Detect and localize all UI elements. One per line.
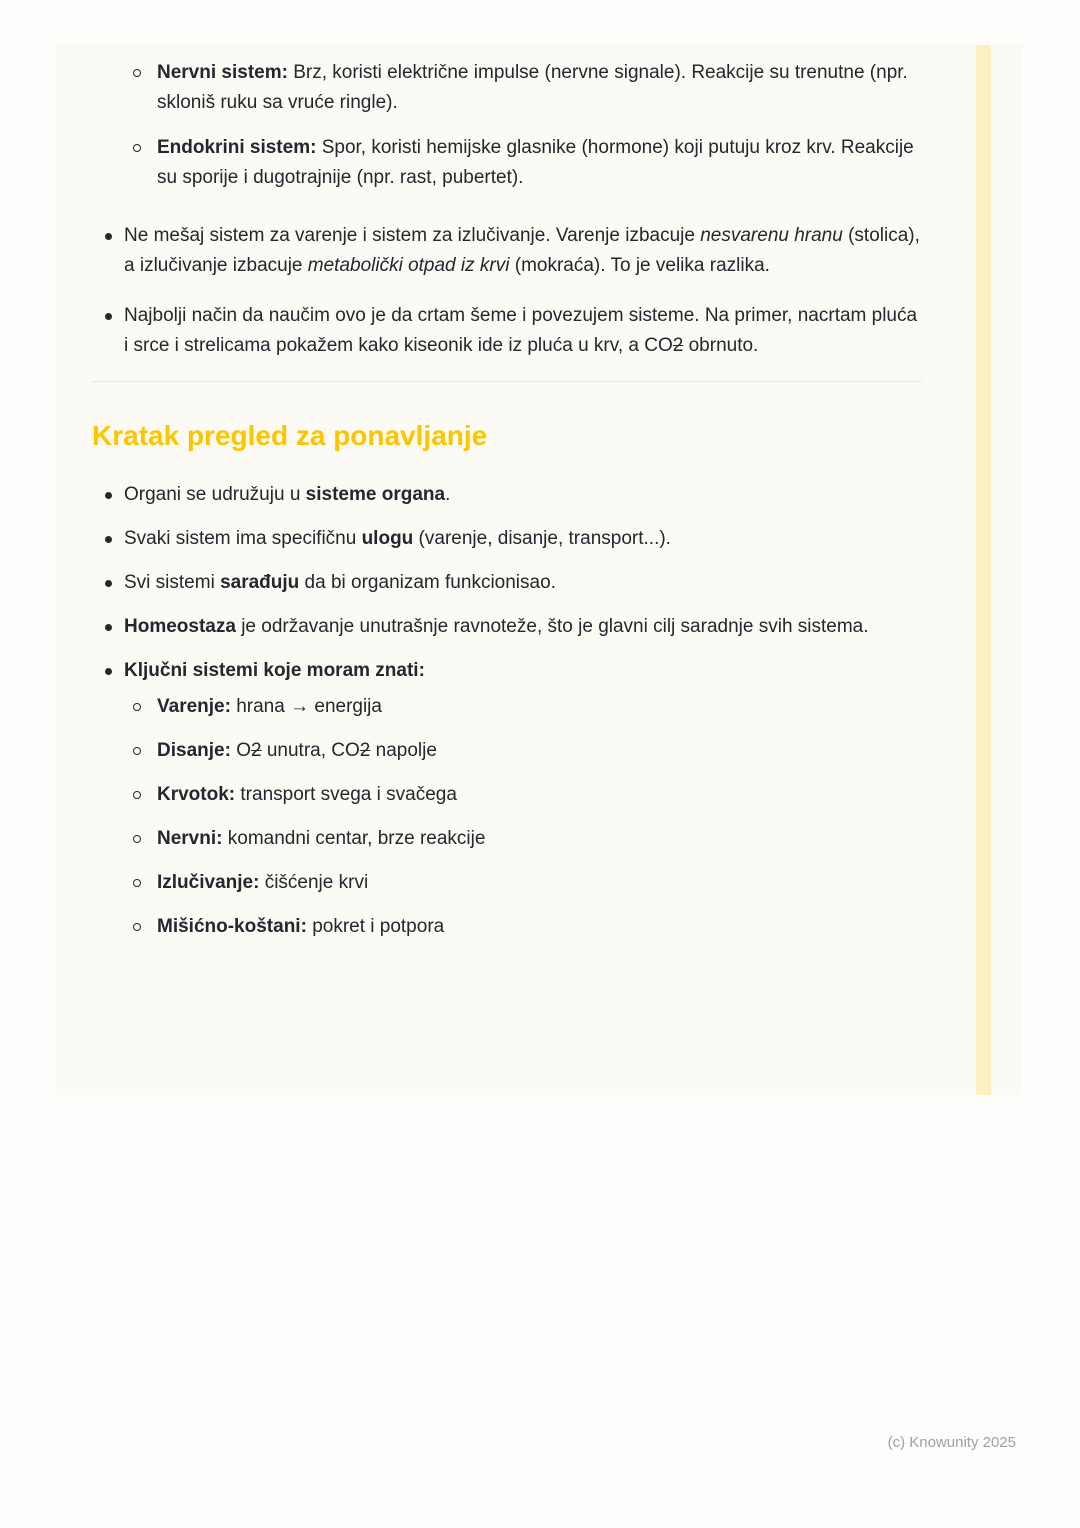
list-item (133, 912, 922, 942)
list-item (105, 301, 922, 361)
list-item-text: Ključni sistemi koje moram znati: (124, 660, 425, 681)
list-item-text: Varenje: hrana → energija (157, 696, 382, 717)
list-item-text: Ne mešaj sistem za varenje i sistem za izlučivanje. Varenje izbacuje nesvarenu hranu (stolica), a izlučivanje izbacuje metabolički otpad iz krvi (mokraća). To je velika razlika. (124, 225, 920, 276)
list-item-group (124, 656, 922, 942)
list-item (105, 524, 922, 554)
list-item-text: Endokrini sistem: Spor, koristi hemijske glasnike (hormone) koji putuju kroz krv. Reakcije su sporije i dugotrajnije (npr. rast, pubertet). (157, 137, 914, 188)
key-systems-list (133, 692, 922, 942)
list-item (105, 656, 922, 942)
system-comparison-list (133, 58, 922, 193)
list-item (133, 58, 922, 118)
study-notes-list (105, 221, 922, 361)
list-item (133, 736, 922, 766)
circle-bullet-marker (133, 868, 157, 887)
dot-bullet-marker (105, 221, 124, 240)
copyright-note: (c) Knowunity 2025 (887, 1434, 1016, 1451)
list-item-text: Homeostaza je održavanje unutrašnje ravnoteže, što je glavni cilj saradnje svih sistema. (124, 616, 869, 637)
list-item-text: Svi sistemi sarađuju da bi organizam funkcionisao. (124, 572, 556, 593)
list-item-text: Izlučivanje: čišćenje krvi (157, 872, 369, 893)
section-divider (92, 381, 922, 382)
circle-bullet-marker (133, 133, 157, 152)
circle-bullet-marker (133, 824, 157, 843)
list-item (105, 568, 922, 598)
list-item (133, 868, 922, 898)
list-item (105, 612, 922, 642)
circle-bullet-marker (133, 912, 157, 931)
list-item-text: Organi se udružuju u sisteme organa. (124, 484, 451, 505)
note-card (55, 45, 1022, 1095)
list-item-text: Krvotok: transport svega i svačega (157, 784, 457, 805)
list-item-text: Najbolji način da naučim ovo je da crtam šeme i povezujem sisteme. Na primer, nacrtam pluća i srce i strelicama pokažem kako kiseonik ide iz pluća u krv, a CO2 obrnuto. (124, 305, 918, 356)
note-content (55, 45, 1022, 942)
list-item (133, 692, 922, 722)
list-item (133, 133, 922, 193)
list-item-text: Svaki sistem ima specifičnu ulogu (varenje, disanje, transport...). (124, 528, 671, 549)
list-item (105, 221, 922, 281)
list-item-text: Nervni: komandni centar, brze reakcije (157, 828, 486, 849)
list-item (133, 780, 922, 810)
circle-bullet-marker (133, 780, 157, 799)
list-item (105, 480, 922, 510)
circle-bullet-marker (133, 58, 157, 77)
list-item (133, 824, 922, 854)
list-item-text: Nervni sistem: Brz, koristi električne impulse (nervne signale). Reakcije su trenutne (npr. skloniš ruku sa vruće ringle). (157, 62, 908, 113)
dot-bullet-marker (105, 656, 124, 675)
section-title: Kratak pregled za ponavljanje (92, 420, 488, 451)
dot-bullet-marker (105, 301, 124, 320)
circle-bullet-marker (133, 736, 157, 755)
review-list (105, 480, 922, 942)
list-item-text: Disanje: O2 unutra, CO2 napolje (157, 740, 437, 761)
dot-bullet-marker (105, 480, 124, 499)
circle-bullet-marker (133, 692, 157, 711)
list-item-text: Mišićno-koštani: pokret i potpora (157, 916, 445, 937)
dot-bullet-marker (105, 524, 124, 543)
dot-bullet-marker (105, 612, 124, 631)
dot-bullet-marker (105, 568, 124, 587)
